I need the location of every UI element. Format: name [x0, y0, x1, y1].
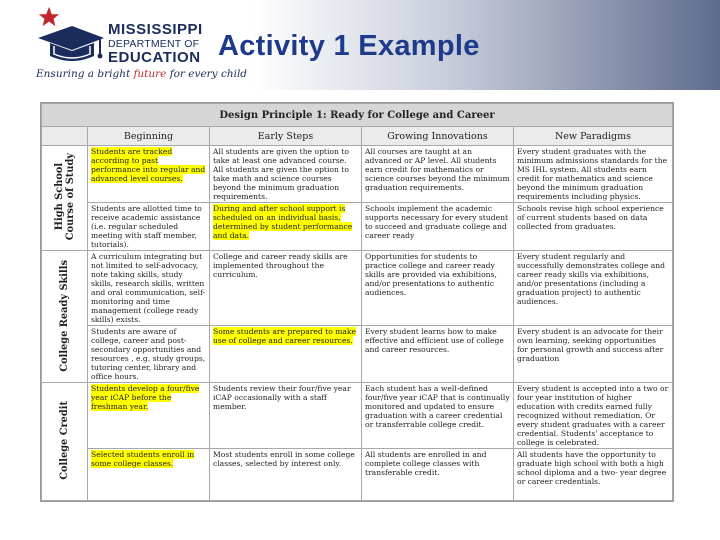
table-cell: College and career ready skills are implemented throughout the curriculum. [210, 251, 362, 326]
rubric-document [40, 102, 674, 502]
table-cell: Every student is an advocate for their own learning, seeking opportunities for personal growth and success after graduation [514, 326, 673, 383]
table-cell: All students are given the option to take at least one advanced course. All students are given the option to take math and science courses beyond the minimum graduation requirements. [210, 146, 362, 203]
column-header-row [42, 127, 673, 146]
table-cell: Some students are prepared to make use of college and career resources. [210, 326, 362, 383]
table-cell: Each student has a well-defined four/five year iCAP that is continually monitored and updated to ensure graduation with a career credential or transferrable college credit. [362, 383, 514, 449]
table-cell: Students are aware of college, career and post-secondary opportunities and resources , e.g. study groups, tutoring center, library and office hours. [88, 326, 210, 383]
table-cell: Every student is accepted into a two or four year institution of higher education with credits earned fully recognized without remediation. Or every student graduates with a career credential. Students' acceptance to college is celebrated. [514, 383, 673, 449]
table-cell: All students have the opportunity to graduate high school with both a high school diploma and a two- year degree or career credentials. [514, 449, 673, 501]
column-header-early-steps: Early Steps [210, 127, 362, 146]
table-cell: All courses are taught at an advanced or AP level. All students earn credit for mathematics or science courses beyond the minimum graduation requirements. [362, 146, 514, 203]
header-corner [42, 127, 88, 146]
table-row [42, 203, 673, 251]
table-cell: Opportunities for students to practice college and career ready skills are provided via exhibitions, and/or presentations to authentic audiences. [362, 251, 514, 326]
table-cell: Most students enroll in some college classes, selected by interest only. [210, 449, 362, 501]
rubric-table [41, 103, 673, 501]
table-cell: Students are allotted time to receive academic assistance (i.e. regular scheduled meeting with staff member, tutorials). [88, 203, 210, 251]
column-header-beginning: Beginning [88, 127, 210, 146]
logo-tagline [36, 68, 247, 80]
slide-title: Activity 1 Example [218, 30, 480, 62]
table-cell: Schools revise high school experience of current students based on data collected from graduates. [514, 203, 673, 251]
tagline-part-a: Ensuring a bright [36, 68, 134, 80]
table-row [42, 326, 673, 383]
logo-line-3: EDUCATION [108, 49, 201, 66]
logo-line-1: MISSISSIPPI [108, 21, 203, 38]
table-cell: Students develop a four/five year iCAP before the freshman year. [88, 383, 210, 449]
section-label-college-ready-skills: College Ready Skills [42, 251, 88, 383]
table-cell: Selected students enroll in some college classes. [88, 449, 210, 501]
tagline-part-c: for every child [166, 68, 248, 80]
table-row [42, 449, 673, 501]
table-row [42, 383, 673, 449]
table-cell: Schools implement the academic supports necessary for every student to succeed and graduate college and career ready [362, 203, 514, 251]
logo-line-2: DEPARTMENT OF [108, 38, 200, 50]
graduation-cap-icon [34, 22, 106, 68]
design-principle-banner: Design Principle 1: Ready for College and Career [42, 104, 673, 127]
section-label-college-credit: College Credit [42, 383, 88, 501]
table-cell: During and after school support is scheduled on an individual basis, determined by student performance and data. [210, 203, 362, 251]
table-row [42, 146, 673, 203]
tagline-part-b: future [133, 68, 167, 80]
table-cell: Every student learns how to make effective and efficient use of college and career resources. [362, 326, 514, 383]
logo-wordmark [108, 22, 203, 66]
column-header-new-paradigms: New Paradigms [514, 127, 673, 146]
table-cell: Students are tracked according to past performance into regular and advanced level courses. [88, 146, 210, 203]
column-header-growing-innovations: Growing Innovations [362, 127, 514, 146]
table-cell: Every student regularly and successfully demonstrates college and career ready skills via exhibitions, and/or presentations (including a graduation project) to authentic audiences. [514, 251, 673, 326]
table-cell: Every student graduates with the minimum admissions standards for the MS IHL system. All students earn credit for mathematics and science beyond the minimum graduation requirements including physics. [514, 146, 673, 203]
section-label-course-of-study: High School Course of Study [42, 146, 88, 251]
table-cell: All students are enrolled in and complete college classes with transferable credit. [362, 449, 514, 501]
table-row [42, 251, 673, 326]
table-cell: A curriculum integrating but not limited to self-advocacy, note taking skills, study skills, research skills, written and oral communication, self-monitoring and time management (college ready skills) exists. [88, 251, 210, 326]
slide-header [0, 0, 720, 90]
banner-row [42, 104, 673, 127]
table-cell: Students review their four/five year iCAP occasionally with a staff member. [210, 383, 362, 449]
